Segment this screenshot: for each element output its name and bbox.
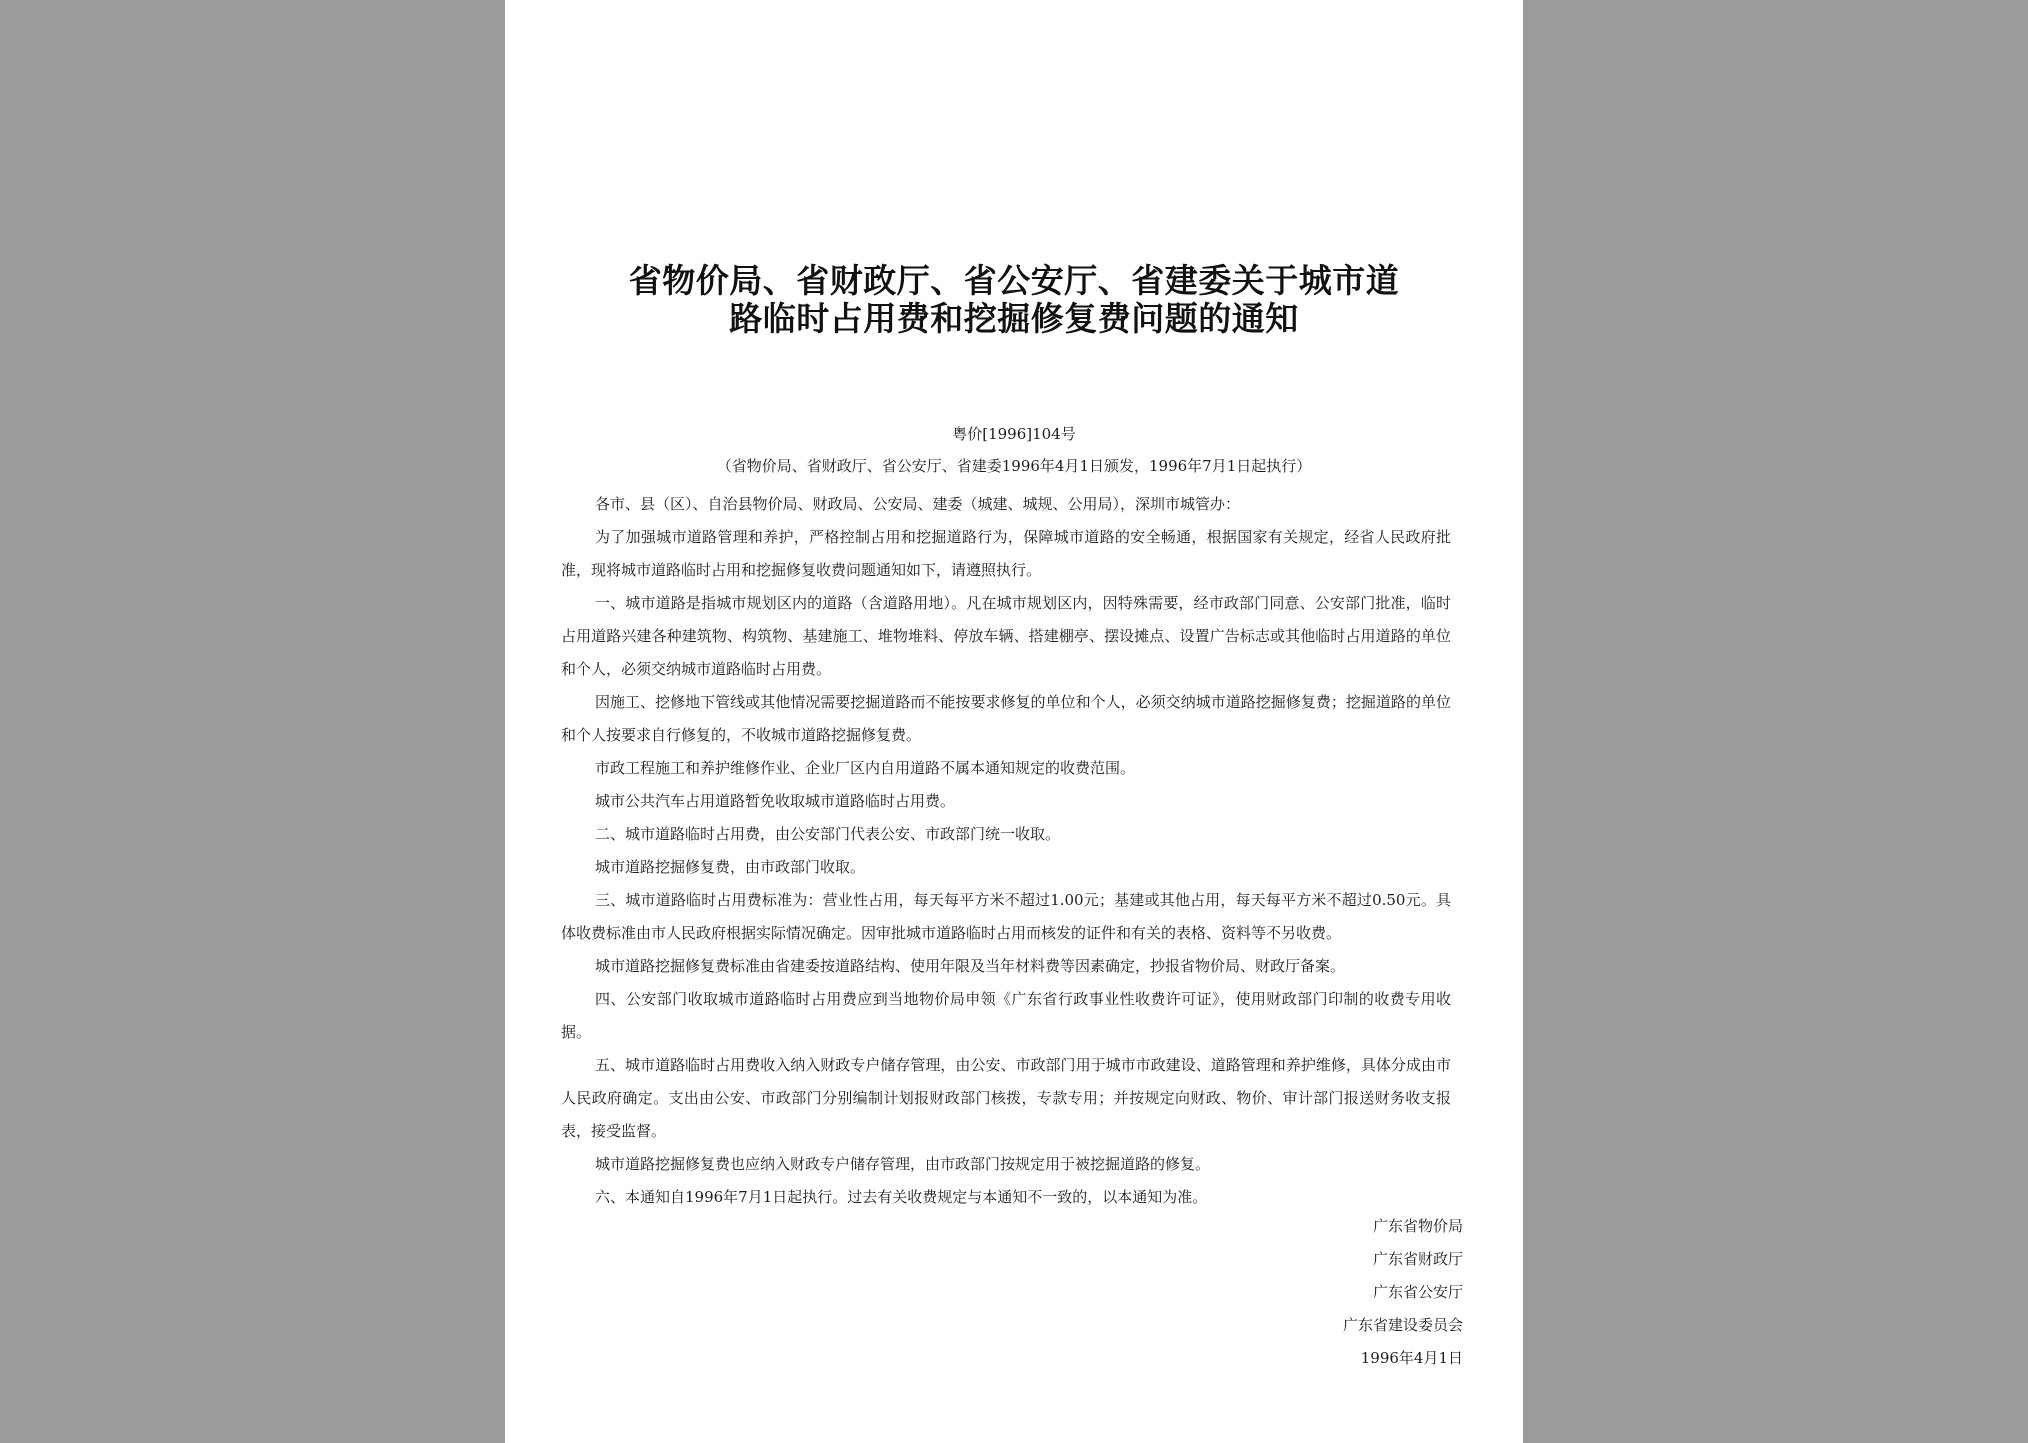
document-page — [505, 0, 1523, 1443]
paragraph: 六、本通知自1996年7月1日起执行。过去有关收费规定与本通知不一致的，以本通知为准。 — [595, 1188, 1208, 1206]
signatory: 广东省建设委员会 — [1342, 1316, 1463, 1334]
document-body — [561, 488, 1451, 1214]
title-line-2: 路临时占用费和挖掘修复费问题的通知 — [729, 299, 1299, 338]
paragraph: 五、城市道路临时占用费收入纳入财政专户储存管理，由公安、市政部门用于城市市政建设、道路管理和养护维修，具体分成由市人民政府确定。支出由公安、市政部门分别编制计划报财政部门核拨，专款专用；并按规定向财政、物价、审计部门报送财务收支报表，接受监督。 — [561, 1056, 1451, 1140]
signature-date: 1996年4月1日 — [1360, 1349, 1463, 1367]
signatory: 广东省物价局 — [1372, 1217, 1463, 1235]
paragraph: 城市公共汽车占用道路暂免收取城市道路临时占用费。 — [595, 792, 956, 810]
paragraph: 城市道路挖掘修复费标准由省建委按道路结构、使用年限及当年材料费等因素确定，抄报省物价局、财政厅备案。 — [595, 957, 1346, 975]
paragraph: 因施工、挖修地下管线或其他情况需要挖掘道路而不能按要求修复的单位和个人，必须交纳城市道路挖掘修复费；挖掘道路的单位和个人按要求自行修复的，不收城市道路挖掘修复费。 — [561, 693, 1451, 744]
paragraph: 市政工程施工和养护维修作业、企业厂区内自用道路不属本通知规定的收费范围。 — [595, 759, 1136, 777]
paragraph: 四、公安部门收取城市道路临时占用费应到当地物价局申领《广东省行政事业性收费许可证》，使用财政部门印制的收费专用收据。 — [561, 990, 1451, 1041]
signatory: 广东省财政厅 — [1372, 1250, 1463, 1268]
paragraph: 城市道路挖掘修复费也应纳入财政专户储存管理，由市政部门按规定用于被挖掘道路的修复。 — [595, 1155, 1211, 1173]
title-line-1: 省物价局、省财政厅、省公安厅、省建委关于城市道 — [628, 261, 1400, 300]
paragraph: 二、城市道路临时占用费，由公安部门代表公安、市政部门统一收取。 — [595, 825, 1061, 843]
paragraph: 三、城市道路临时占用费标准为：营业性占用，每天每平方米不超过1.00元；基建或其他占用，每天每平方米不超过0.50元。具体收费标准由市人民政府根据实际情况确定。因审批城市道路临时占用而核发的证件和有关的表格、资料等不另收费。 — [561, 891, 1451, 942]
document-number: 粤价[1996]104号 — [952, 425, 1076, 443]
paragraph: 城市道路挖掘修复费，由市政部门收取。 — [595, 858, 866, 876]
paragraph: 一、城市道路是指城市规划区内的道路（含道路用地）。凡在城市规划区内，因特殊需要，经市政部门同意、公安部门批准，临时占用道路兴建各种建筑物、构筑物、基建施工、堆物堆料、停放车辆、搭建棚亭、摆设摊点、设置广告标志或其他临时占用道路的单位和个人，必须交纳城市道路临时占用费。 — [561, 594, 1451, 678]
signatory: 广东省公安厅 — [1372, 1283, 1463, 1301]
addressee: 各市、县（区）、自治县物价局、财政局、公安局、建委（城建、城规、公用局），深圳市城管办： — [595, 495, 1241, 513]
document-title — [505, 262, 1523, 338]
signature-block — [1343, 1210, 1463, 1375]
issue-note: （省物价局、省财政厅、省公安厅、省建委1996年4月1日颁发，1996年7月1日起执行） — [716, 457, 1312, 475]
paragraph: 为了加强城市道路管理和养护，严格控制占用和挖掘道路行为，保障城市道路的安全畅通，根据国家有关规定，经省人民政府批准，现将城市道路临时占用和挖掘修复收费问题通知如下，请遵照执行。 — [561, 528, 1451, 579]
